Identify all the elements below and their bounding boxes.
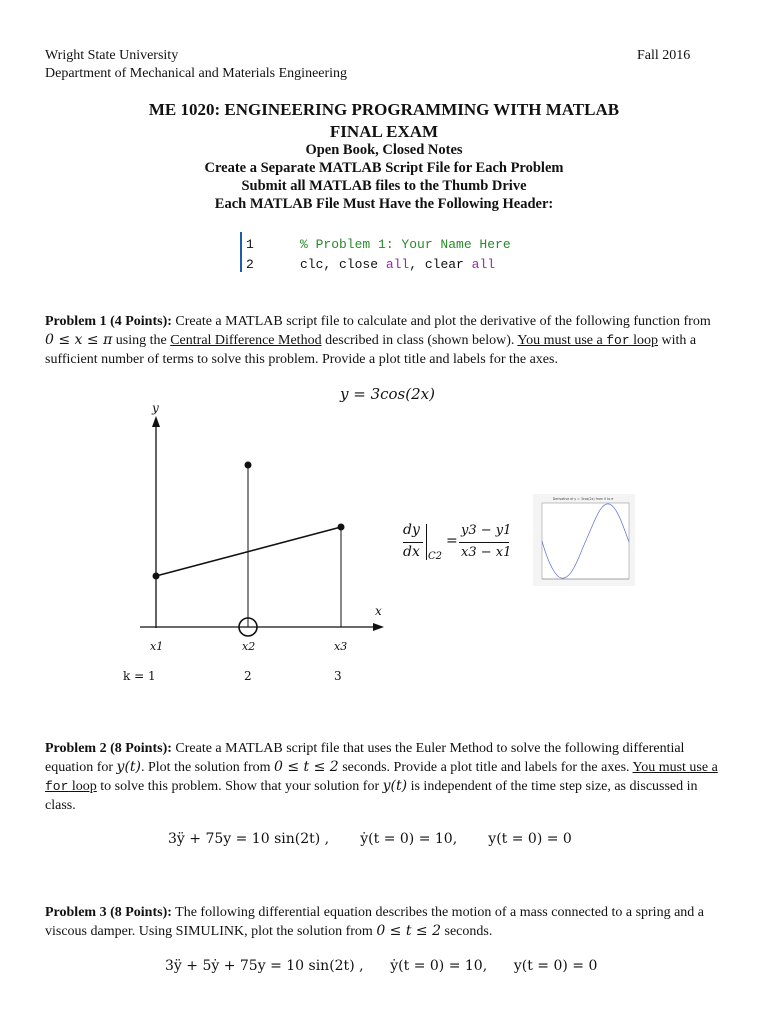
- problem-2-equation: 3ÿ + 75y = 10 sin(2t) , ẏ(t = 0) = 10, y(t = 0) = 0: [168, 831, 572, 847]
- header-department: Department of Mechanical and Materials Engineering: [45, 66, 348, 81]
- thumbnail-title: Derivative of y = 3cos(2x) from 0 to π: [552, 497, 614, 501]
- k-value-2: 2: [244, 669, 252, 683]
- x-tick-1: x1: [150, 640, 164, 653]
- matlab-header-code: [238, 229, 538, 275]
- problem-3-label: Problem 3 (8 Points):: [45, 905, 172, 920]
- thumbnail-derivative-plot: [533, 494, 635, 586]
- instruction-2: Submit all MATLAB files to the Thumb Drive: [241, 178, 527, 194]
- header-term: Fall 2016: [637, 48, 691, 63]
- point-1: [153, 573, 160, 580]
- header-university: Wright State University: [45, 48, 179, 63]
- y-axis-arrow-icon: [152, 416, 160, 427]
- code-gutter-bar: [240, 232, 242, 272]
- central-difference-method: Central Difference Method: [170, 333, 322, 348]
- problem-1-label: Problem 1 (4 Points):: [45, 314, 172, 329]
- instruction-3: Each MATLAB File Must Have the Following Header:: [214, 196, 554, 212]
- x-axis-label: x: [375, 604, 382, 618]
- problem-3-text: Problem 3 (8 Points): The following differential equation describes the motion of a mass connected to a spring and a viscous damper. Using SIMULINK, plot the solution from 0 ≤ t ≤ 2 seconds.: [45, 905, 704, 939]
- problem-3-equation: 3ÿ + 5ẏ + 75y = 10 sin(2t) , ẏ(t = 0) = 10, y(t = 0) = 0: [165, 958, 598, 974]
- x-axis-arrow-icon: [373, 623, 384, 631]
- problem-2-text: Problem 2 (8 Points): Create a MATLAB script file that uses the Euler Method to solve the following differential equation for y(t). Plot the solution from 0 ≤ t ≤ 2 seconds. Provide a plot title and labels for the axes. You must use a for loop to solve this problem. Show that your solution for y(t) is independent of the time step size, as discussed in class.: [45, 741, 718, 813]
- y-axis-label: y: [152, 401, 159, 415]
- point-2: [245, 462, 252, 469]
- central-difference-diagram: [110, 400, 400, 700]
- x-tick-3: x3: [334, 640, 348, 653]
- code-comment-line: % Problem 1: Your Name Here: [300, 237, 511, 252]
- instruction-1: Create a Separate MATLAB Script File for Each Problem: [204, 160, 564, 176]
- k-label: k = 1: [123, 669, 156, 683]
- problem-1-text: Problem 1 (4 Points): Create a MATLAB script file to calculate and plot the derivative of the following function from 0 ≤ x ≤ π using the Central Difference Method described in class (shown below). You must use a for loop with a sufficient number of terms to solve this problem. Provide a plot title and labels for the axes.: [45, 314, 711, 367]
- k-value-3: 3: [334, 669, 342, 683]
- problem-2-label: Problem 2 (8 Points):: [45, 741, 172, 756]
- problem-1-equation: y = 3cos(2x): [340, 385, 435, 403]
- course-title: ME 1020: ENGINEERING PROGRAMMING WITH MATLAB: [148, 100, 620, 119]
- code-command-line: clc, close all, clear all: [300, 257, 496, 272]
- central-difference-formula: dy dx C2 = y3 − y1 x3 − x1: [403, 522, 512, 562]
- code-line-number: 2: [246, 257, 254, 272]
- x-tick-2: x2: [242, 640, 256, 653]
- exam-title: FINAL EXAM: [329, 122, 439, 141]
- exam-notes: Open Book, Closed Notes: [305, 142, 463, 158]
- point-3: [338, 524, 345, 531]
- code-line-number: 1: [246, 237, 254, 252]
